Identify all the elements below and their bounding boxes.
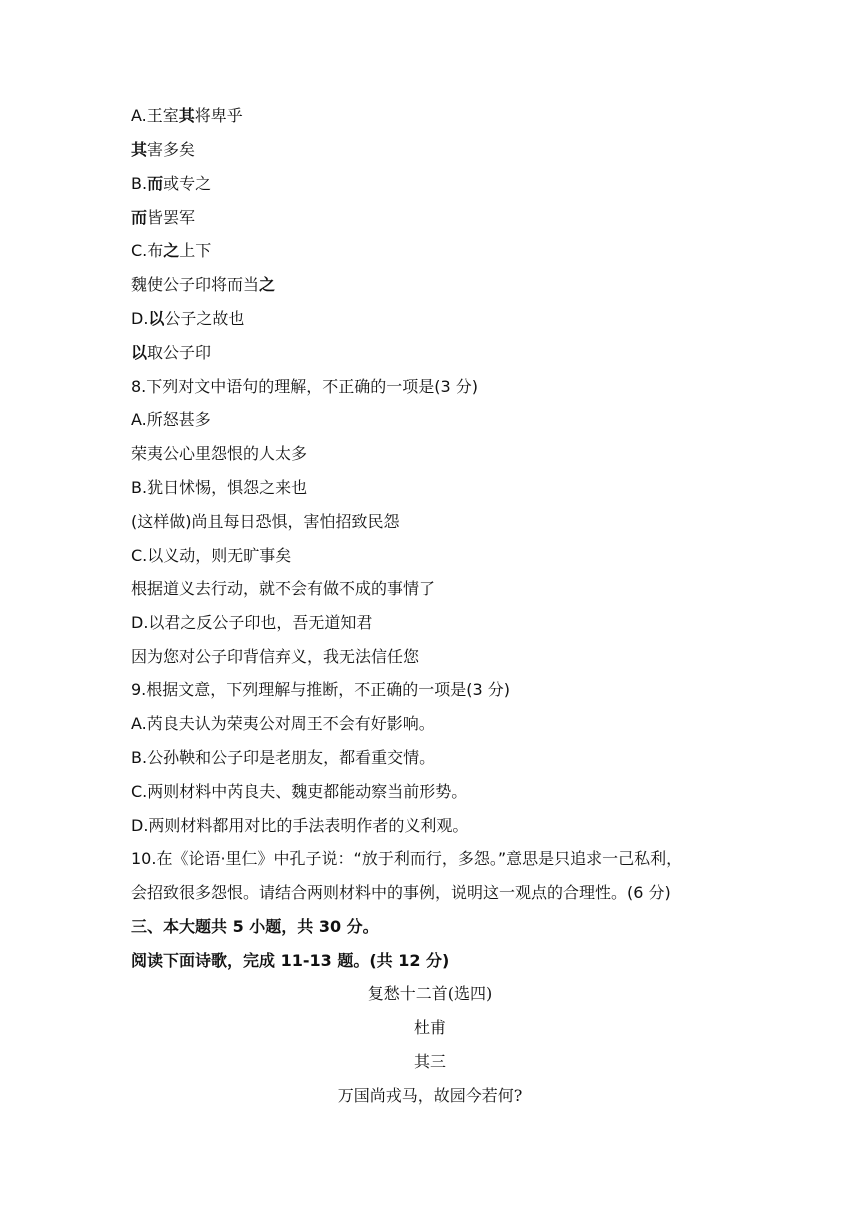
poem-part: 其三 [413, 1052, 446, 1071]
q9-stem: 9.根据文意，下列理解与推断，不正确的一项是(3 分) [131, 680, 511, 699]
poem-line: 万国尚戎马，故园今若何? [337, 1086, 523, 1105]
text-segment: 皆罢军 [147, 208, 196, 227]
bold-word: 以 [131, 343, 148, 362]
q7-option-c-2 [131, 275, 275, 295]
text-segment: 取公子印 [147, 343, 212, 362]
poem-instruction: 阅读下面诗歌，完成 11-13 题。(共 12 分) [131, 951, 450, 970]
text-segment: D. [131, 309, 149, 328]
q8-option-c-explanation: 根据道义去行动，就不会有做不成的事情了 [131, 579, 436, 598]
q8-option-c: C.以义动，则无旷事矣 [131, 546, 292, 565]
q8-option-d-explanation: 因为您对公子印背信弃义，我无法信任您 [131, 647, 420, 666]
q10-stem-line2: 会招致很多怨恨。请结合两则材料中的事例，说明这一观点的合理性。(6 分) [131, 883, 671, 902]
q8-option-d: D.以君之反公子印也，吾无道知君 [131, 613, 373, 632]
text-segment: 魏使公子印将而当 [131, 275, 260, 294]
q8-option-a: A.所怒甚多 [131, 410, 211, 429]
q8-option-a-explanation: 荣夷公心里怨恨的人太多 [131, 444, 308, 463]
q7-option-a [131, 106, 243, 126]
q10-stem-line1: 10.在《论语·里仁》中孔子说：“放于利而行，多怨。”意思是只追求一己私利， [131, 849, 683, 868]
q9-option-a: A.芮良夫认为荣夷公对周王不会有好影响。 [131, 714, 435, 733]
q7-option-b [131, 174, 211, 194]
q9-option-c: C.两则材料中芮良夫、魏吏都能动察当前形势。 [131, 782, 468, 801]
q7-option-a-2 [131, 140, 195, 160]
bold-word: 其 [178, 106, 195, 125]
bold-word: 其 [131, 140, 148, 159]
poem-title: 复愁十二首(选四) [367, 984, 493, 1003]
q8-stem: 8.下列对文中语句的理解，不正确的一项是(3 分) [131, 377, 479, 396]
text-segment: 上下 [179, 241, 212, 260]
bold-word: 而 [131, 208, 148, 227]
text-segment: 公子之故也 [164, 309, 245, 328]
q7-option-c [131, 241, 211, 261]
poem-author: 杜甫 [413, 1018, 446, 1037]
q7-option-d-2 [131, 343, 211, 363]
q8-option-b-explanation: (这样做)尚且每日恐惧，害怕招致民怨 [131, 512, 400, 531]
q8-option-b: B.犹日怵惕，惧怨之来也 [131, 478, 308, 497]
q9-option-b: B.公孙鞅和公子印是老朋友，都看重交情。 [131, 748, 436, 767]
bold-word: 之 [163, 241, 180, 260]
text-segment: 或专之 [163, 174, 212, 193]
bold-word: 而 [147, 174, 164, 193]
q7-option-d [131, 309, 244, 329]
q7-option-b-2 [131, 208, 195, 228]
text-segment: B. [131, 174, 148, 193]
text-segment: 害多矣 [147, 140, 196, 159]
bold-word: 以 [148, 309, 165, 328]
text-segment: C.布 [131, 241, 164, 260]
text-segment: A.王室 [131, 106, 179, 125]
text-segment: 将卑乎 [194, 106, 243, 125]
bold-word: 之 [259, 275, 276, 294]
q9-option-d: D.两则材料都用对比的手法表明作者的义利观。 [131, 816, 469, 835]
section-heading: 三、本大题共 5 小题，共 30 分。 [131, 917, 379, 936]
